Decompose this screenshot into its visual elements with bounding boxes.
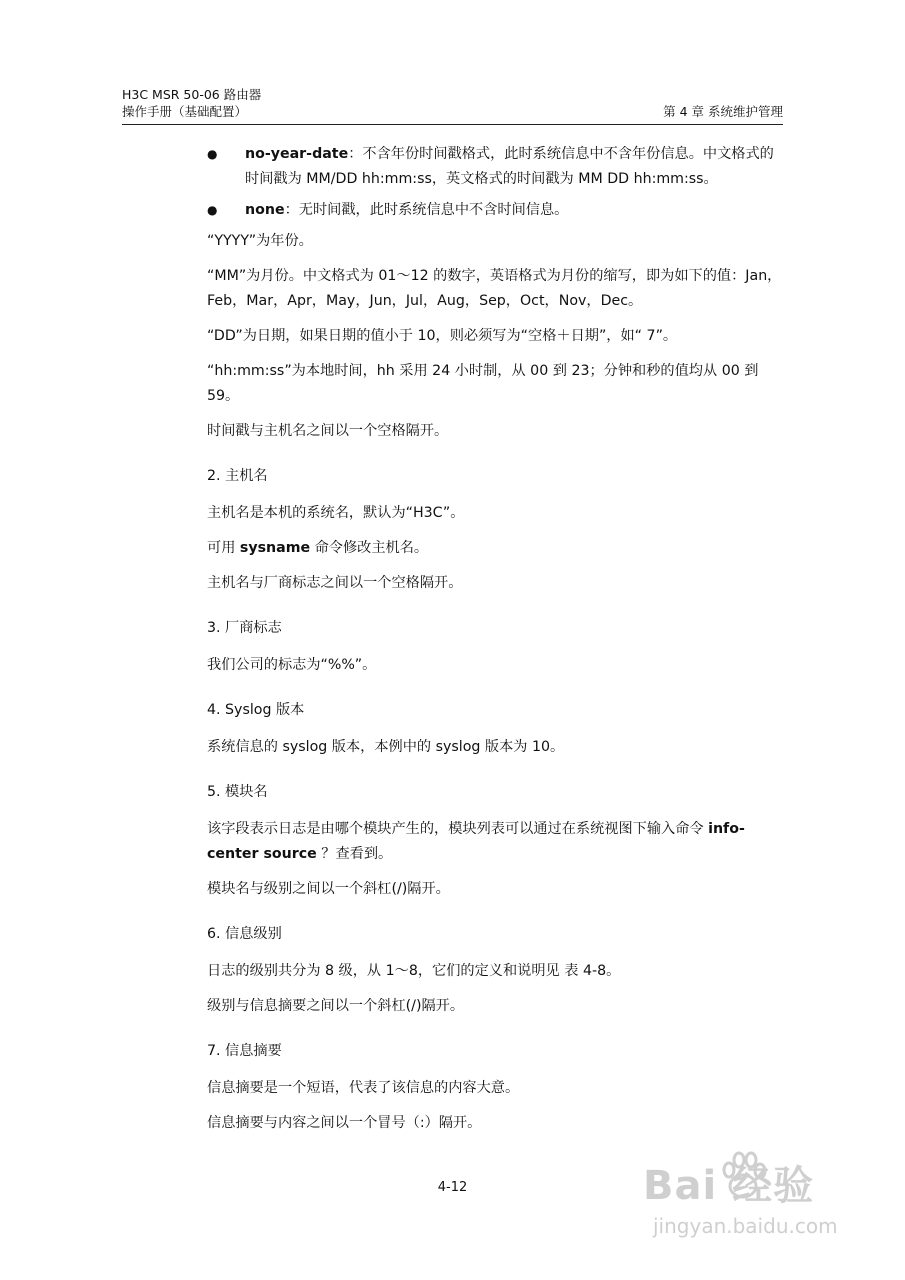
page-header	[122, 86, 783, 125]
manual-name: 操作手册（基础配置）	[122, 104, 248, 119]
bullet-dot-icon: ●	[207, 147, 218, 161]
watermark-site: jingyan.baidu.com	[653, 1214, 838, 1238]
paragraph: 主机名与厂商标志之间以一个空格隔开。	[207, 575, 463, 591]
text-segment: 命令修改主机名。	[310, 540, 429, 556]
paragraph: “MM”为月份。中文格式为 01～12 的数字，英语格式为月份的缩写，即为如下的值：Jan，Feb，Mar，Apr，May，Jun，Jul，Aug，Sep，Oct，Nov，Dec。	[207, 268, 782, 309]
paragraph: 我们公司的标志为“%%”。	[207, 657, 377, 673]
command-name: info-center source	[207, 821, 745, 862]
bullet-term: no-year-date	[245, 146, 349, 162]
section-heading: 6. 信息级别	[207, 926, 282, 942]
paragraph: “YYYY”为年份。	[207, 233, 313, 249]
section-heading: 7. 信息摘要	[207, 1043, 282, 1059]
paragraph: 信息摘要是一个短语，代表了该信息的内容大意。	[207, 1080, 520, 1096]
baidu-jingyan-watermark	[643, 1146, 853, 1246]
bullet-item	[207, 142, 787, 192]
paragraph: 系统信息的 syslog 版本，本例中的 syslog 版本为 10。	[207, 739, 565, 755]
text-segment: 可用	[207, 540, 240, 556]
section-heading: 3. 厂商标志	[207, 620, 282, 636]
bullet-term: none	[245, 202, 285, 218]
paragraph	[207, 817, 787, 867]
command-name: sysname	[239, 540, 311, 556]
bullet-text: ：无时间戳，此时系统信息中不含时间信息。	[284, 202, 569, 218]
chapter-title: 第 4 章 系统维护管理	[663, 104, 783, 119]
page-content	[207, 142, 787, 1146]
text-segment: ？查看到。	[316, 846, 393, 862]
paragraph: 日志的级别共分为 8 级，从 1～8，它们的定义和说明见 表 4-8。	[207, 963, 621, 979]
section-heading: 5. 模块名	[207, 784, 268, 800]
paragraph: 信息摘要与内容之间以一个冒号（:）隔开。	[207, 1115, 482, 1131]
bullet-dot-icon: ●	[207, 203, 218, 217]
bullet-text: ：不含年份时间戳格式，此时系统信息中不含年份信息。中文格式的时间戳为 MM/DD hh:mm:ss，英文格式的时间戳为 MM DD hh:mm:ss。	[245, 146, 774, 187]
header-left	[122, 86, 261, 120]
text-segment: 该字段表示日志是由哪个模块产生的，模块列表可以通过在系统视图下输入命令	[207, 821, 709, 837]
bullet-item	[207, 198, 787, 223]
paragraph: 级别与信息摘要之间以一个斜杠(/)隔开。	[207, 998, 465, 1014]
paragraph: 主机名是本机的系统名，默认为“H3C”。	[207, 505, 465, 521]
section-heading: 2. 主机名	[207, 468, 268, 484]
paragraph	[207, 536, 787, 561]
baidu-paw-icon	[713, 1146, 773, 1206]
page-number: 4-12	[437, 1180, 468, 1195]
section-heading: 4. Syslog 版本	[207, 702, 305, 718]
paragraph: 时间戳与主机名之间以一个空格隔开。	[207, 423, 449, 439]
paragraph: “DD”为日期，如果日期的值小于 10，则必须写为“空格＋日期”，如“ 7”。	[207, 328, 678, 344]
paragraph: “hh:mm:ss”为本地时间，hh 采用 24 小时制，从 00 到 23；分钟和秒的值均从 00 到 59。	[207, 363, 759, 404]
product-name: H3C MSR 50-06 路由器	[122, 87, 262, 102]
paragraph: 模块名与级别之间以一个斜杠(/)隔开。	[207, 881, 450, 897]
watermark-logo-text: Bai 经验	[643, 1163, 815, 1209]
